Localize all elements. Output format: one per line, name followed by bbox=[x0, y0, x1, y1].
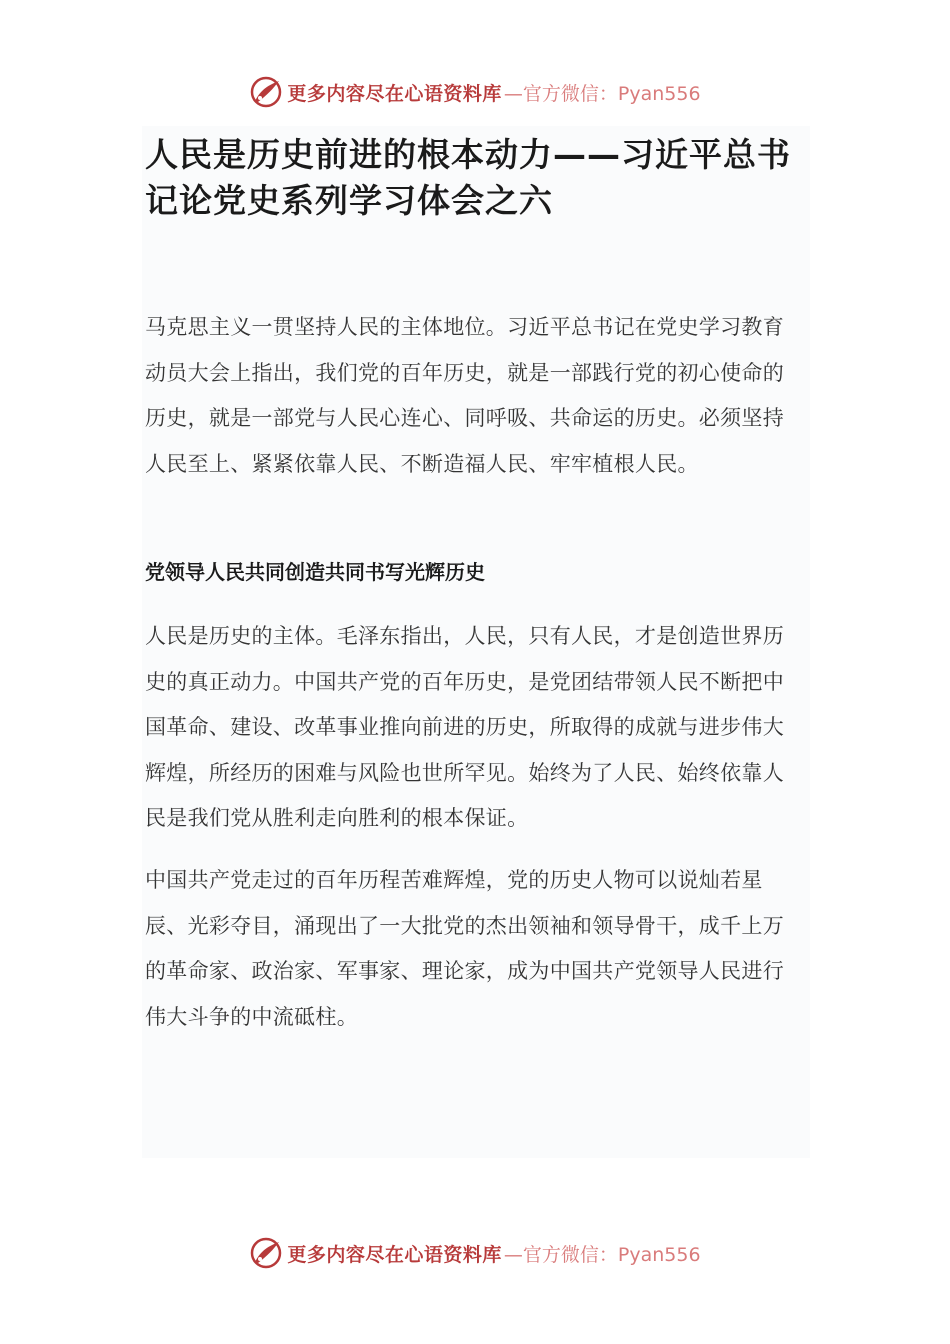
paragraph-intro: 马克思主义一贯坚持人民的主体地位。习近平总书记在党史学习教育动员大会上指出，我们党的百年历史，就是一部践行党的初心使命的历史，就是一部党与人民心连心、同呼吸、共命运的历史。必须坚持人民至上、紧紧依靠人民、不断造福人民、牢牢植根人民。 bbox=[145, 315, 784, 476]
banner-strong-text: 更多内容尽在心语资料库 bbox=[287, 1243, 502, 1266]
paragraph-party-history: 中国共产党走过的百年历程苦难辉煌，党的历史人物可以说灿若星辰、光彩夺目，涌现出了一大批党的杰出领袖和领导骨干，成千上万的革命家、政治家、军事家、理论家，成为中国共产党领导人民进行伟大斗争的中流砥柱。 bbox=[145, 868, 784, 1029]
footer-banner bbox=[0, 1233, 950, 1273]
banner-strong-text: 更多内容尽在心语资料库 bbox=[287, 82, 502, 105]
pen-logo-icon bbox=[249, 75, 283, 109]
banner-wechat-text: —官方微信：Pyan556 bbox=[503, 1243, 701, 1266]
header-banner bbox=[0, 72, 950, 112]
paragraph-people-subject: 人民是历史的主体。毛泽东指出，人民，只有人民，才是创造世界历史的真正动力。中国共产党的百年历史，是党团结带领人民不断把中国革命、建设、改革事业推向前进的历史，所取得的成就与进步伟大辉煌，所经历的困难与风险也世所罕见。始终为了人民、始终依靠人民是我们党从胜利走向胜利的根本保证。 bbox=[145, 624, 784, 830]
banner-wechat-text: —官方微信：Pyan556 bbox=[503, 82, 701, 105]
section-heading: 党领导人民共同创造共同书写光辉历史 bbox=[145, 560, 485, 584]
article-title: 人民是历史前进的根本动力——习近平总书记论党史系列学习体会之六 bbox=[145, 135, 791, 220]
pen-logo-icon bbox=[249, 1236, 283, 1270]
